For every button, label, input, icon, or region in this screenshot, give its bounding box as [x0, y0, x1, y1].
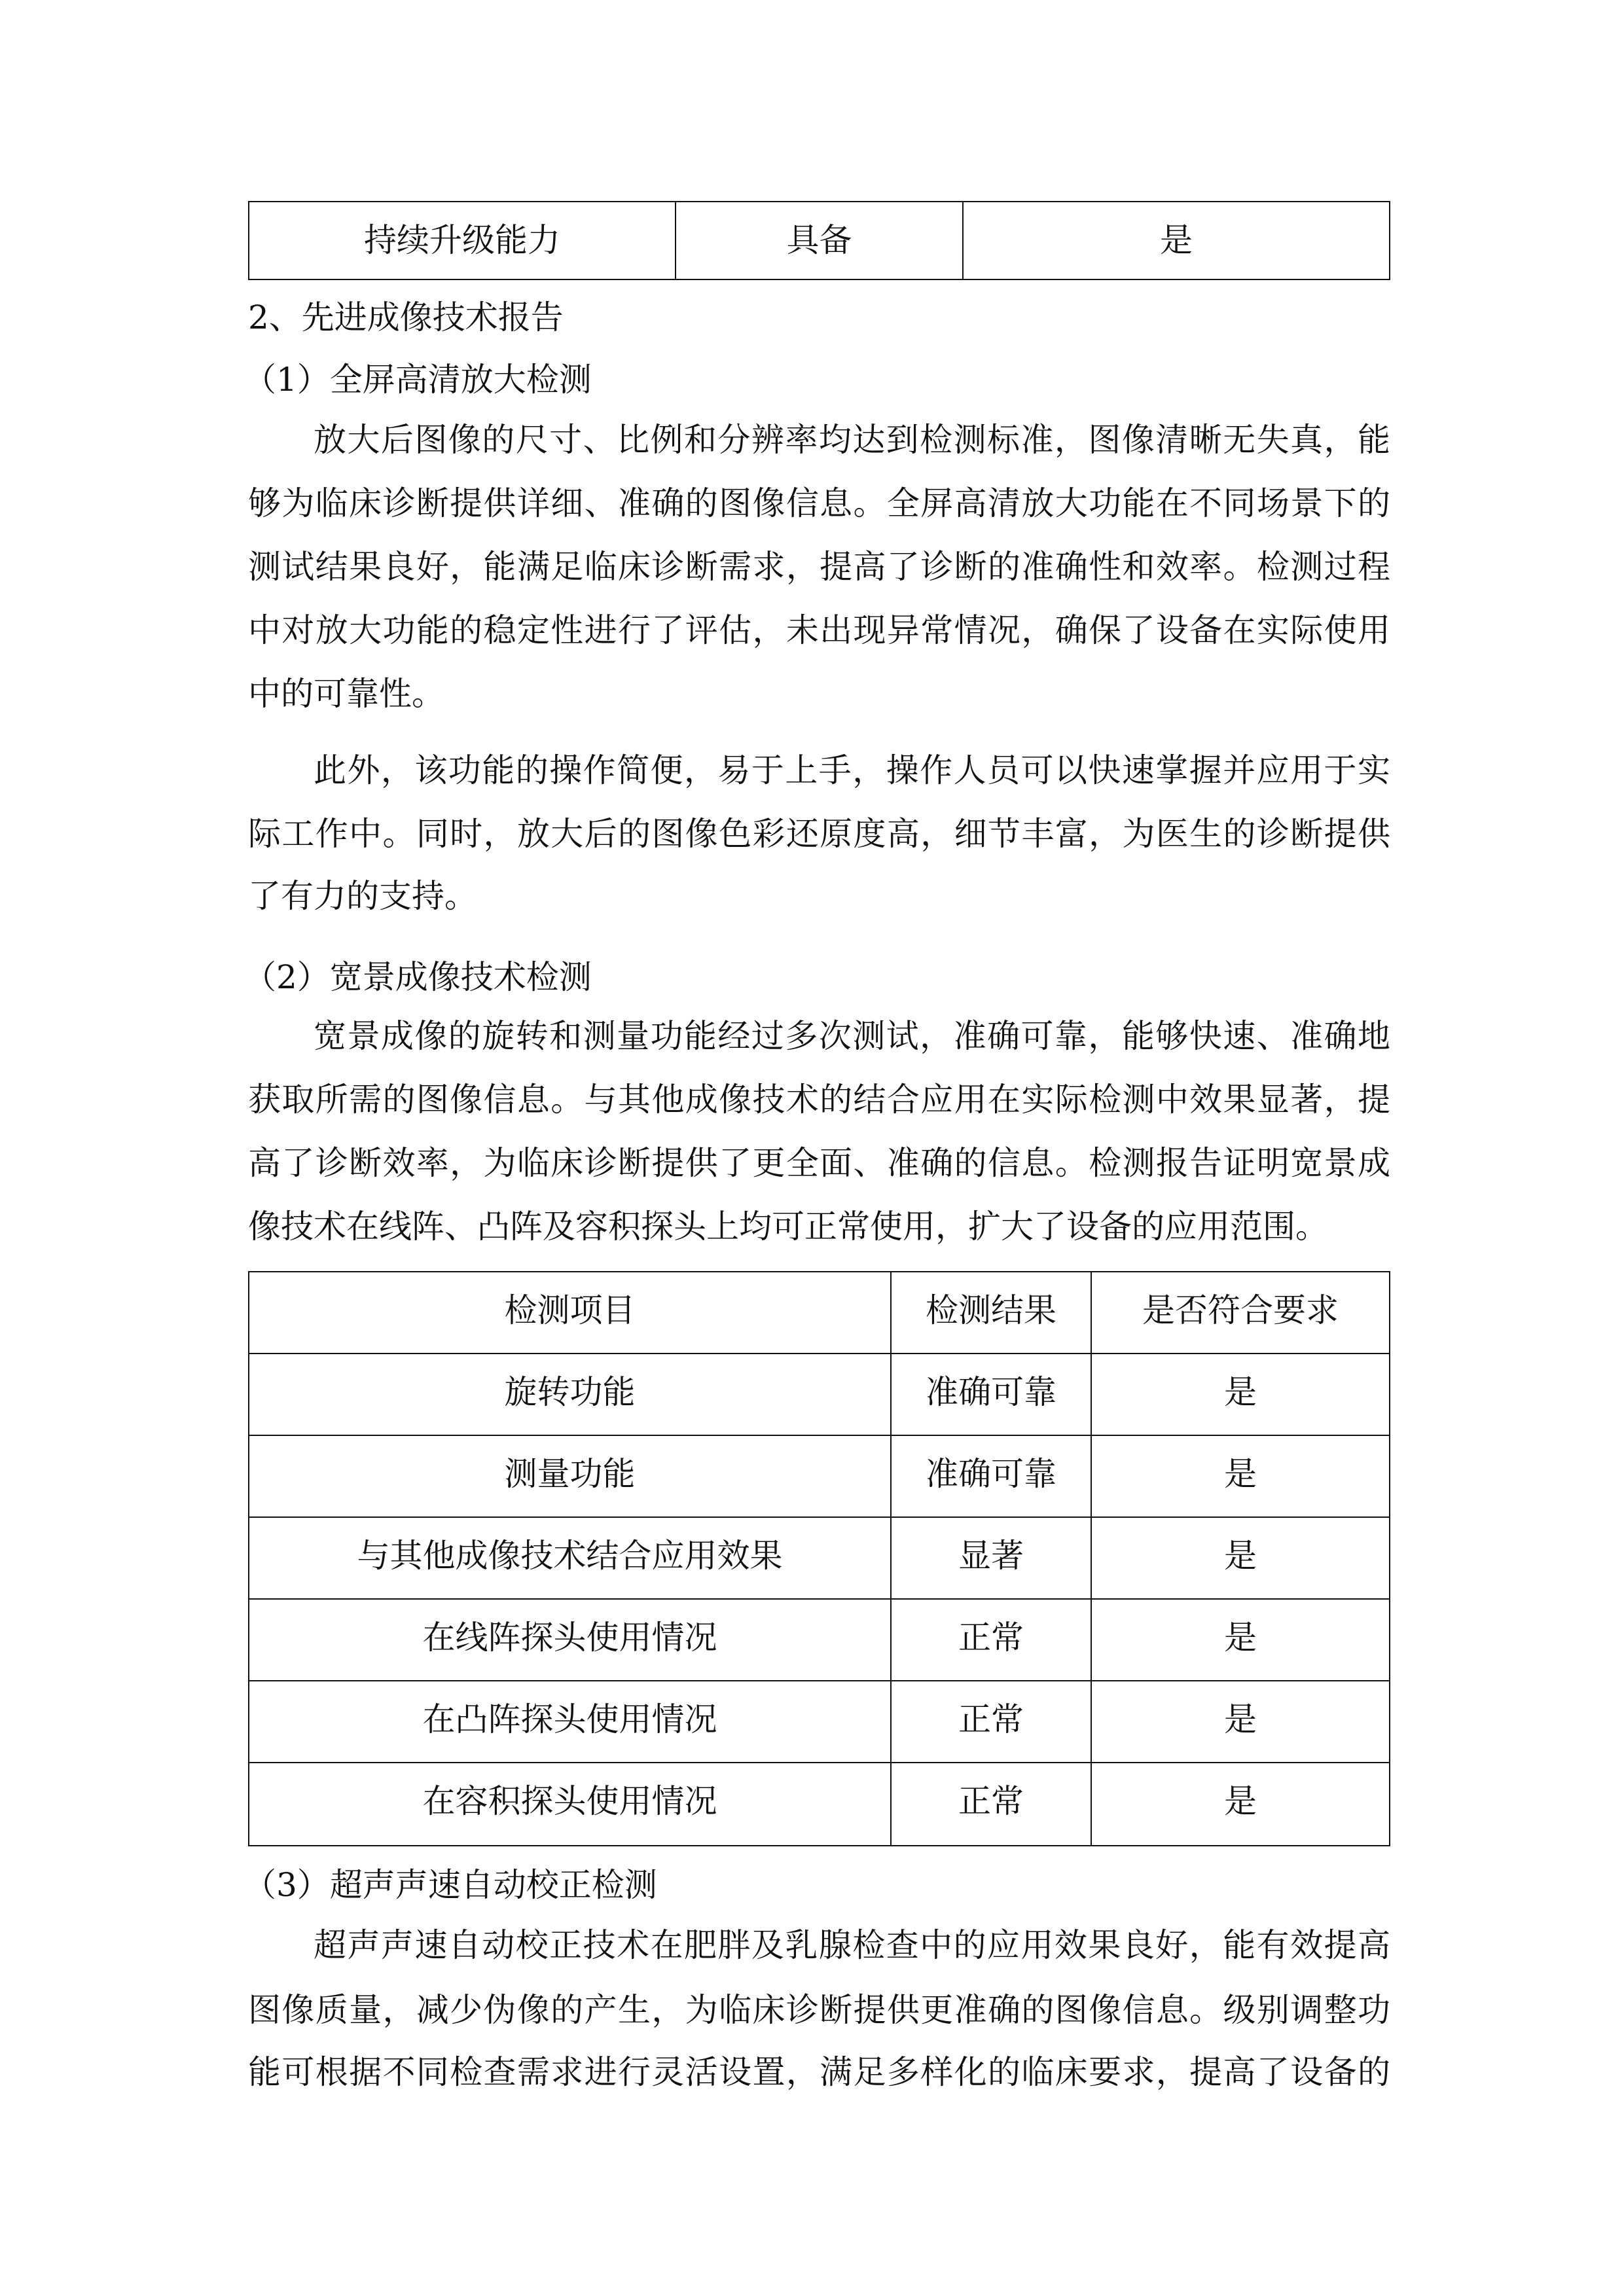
table-cell: 在线阵探头使用情况: [249, 1599, 891, 1681]
table-cell: 正常: [891, 1681, 1091, 1763]
table-row: [249, 202, 1390, 279]
table-cell: 测量功能: [249, 1435, 891, 1517]
table-cell: 与其他成像技术结合应用效果: [249, 1517, 891, 1599]
paragraph-line: 图像质量，减少伪像的产生，为临床诊断提供更准确的图像信息。级别调整功: [248, 1991, 1390, 2029]
subsection-heading-1: （1）全屏高清放大检测: [244, 361, 592, 399]
paragraph-line: 够为临床诊断提供详细、准确的图像信息。全屏高清放大功能在不同场景下的: [248, 484, 1390, 522]
paragraph-line: 能可根据不同检查需求进行灵活设置，满足多样化的临床要求，提高了设备的: [248, 2053, 1390, 2091]
paragraph-line: 际工作中。同时，放大后的图像色彩还原度高，细节丰富，为医生的诊断提供: [248, 815, 1390, 853]
table-cell: 是: [1091, 1354, 1390, 1435]
table-row: [249, 1599, 1390, 1681]
table-cell: 是: [1091, 1763, 1390, 1846]
table-continued: [248, 201, 1390, 280]
table-cell: 在容积探头使用情况: [249, 1763, 891, 1846]
table-cell: 持续升级能力: [249, 202, 676, 279]
table-cell: 旋转功能: [249, 1354, 891, 1435]
paragraph-line: 测试结果良好，能满足临床诊断需求，提高了诊断的准确性和效率。检测过程: [248, 548, 1390, 586]
paragraph-line: 像技术在线阵、凸阵及容积探头上均可正常使用，扩大了设备的应用范围。: [248, 1208, 1328, 1246]
table-cell: 正常: [891, 1763, 1091, 1846]
paragraph-line: 高了诊断效率，为临床诊断提供了更全面、准确的信息。检测报告证明宽景成: [248, 1144, 1390, 1182]
table-cell: 在凸阵探头使用情况: [249, 1681, 891, 1763]
section-heading: 2、先进成像技术报告: [248, 298, 564, 336]
table-header-row: [249, 1272, 1390, 1354]
paragraph-line: 宽景成像的旋转和测量功能经过多次测试，准确可靠，能够快速、准确地: [314, 1017, 1390, 1055]
table-cell: 是: [1091, 1599, 1390, 1681]
header-cell: 检测项目: [249, 1272, 891, 1354]
paragraph-line: 中对放大功能的稳定性进行了评估，未出现异常情况，确保了设备在实际使用: [248, 611, 1390, 649]
table-cell: 准确可靠: [891, 1435, 1091, 1517]
table-row: [249, 1517, 1390, 1599]
paragraph-line: 获取所需的图像信息。与其他成像技术的结合应用在实际检测中效果显著，提: [248, 1081, 1390, 1119]
table-row: [249, 1435, 1390, 1517]
table-cell: 显著: [891, 1517, 1091, 1599]
table-row: [249, 1681, 1390, 1763]
table-row: [249, 1763, 1390, 1846]
subsection-heading-2: （2）宽景成像技术检测: [244, 958, 592, 996]
header-cell: 是否符合要求: [1091, 1272, 1390, 1354]
table-cell: 是: [963, 202, 1390, 279]
table-cell: 是: [1091, 1435, 1390, 1517]
table-cell: 正常: [891, 1599, 1091, 1681]
paragraph-line: 超声声速自动校正技术在肥胖及乳腺检查中的应用效果良好，能有效提高: [314, 1926, 1390, 1964]
imaging-test-table: [248, 1271, 1390, 1846]
table-cell: 是: [1091, 1517, 1390, 1599]
table-cell: 是: [1091, 1681, 1390, 1763]
table-cell: 具备: [676, 202, 963, 279]
paragraph-line: 放大后图像的尺寸、比例和分辨率均达到检测标准，图像清晰无失真，能: [314, 421, 1390, 459]
subsection-heading-3: （3）超声声速自动校正检测: [244, 1866, 657, 1904]
header-cell: 检测结果: [891, 1272, 1091, 1354]
table-row: [249, 1354, 1390, 1435]
paragraph-line: 此外，该功能的操作简便，易于上手，操作人员可以快速掌握并应用于实: [314, 751, 1390, 789]
table-cell: 准确可靠: [891, 1354, 1091, 1435]
paragraph-line: 了有力的支持。: [248, 877, 477, 915]
paragraph-line: 中的可靠性。: [248, 675, 444, 713]
